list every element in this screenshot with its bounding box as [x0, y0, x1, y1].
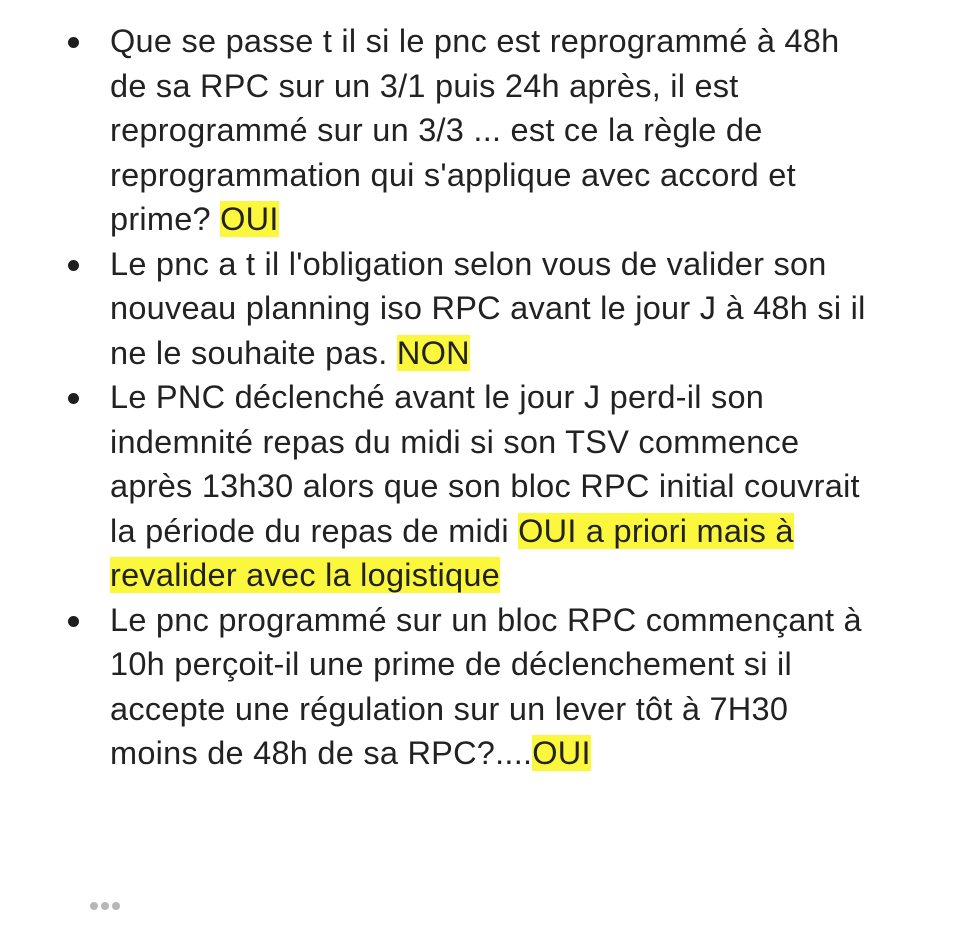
dot [112, 902, 120, 910]
answer-highlight: NON [396, 334, 470, 371]
dot [101, 902, 109, 910]
question-text: Le pnc programmé sur un bloc RPC commençant à 10h perçoit-il une prime de déclenchement si il accepte une régulation sur un lever tôt à 7H30 moins de 48h de sa RPC?.... [110, 601, 862, 771]
question-text: Que se passe t il si le pnc est reprogrammé à 48h de sa RPC sur un 3/1 puis 24h après, il est reprogrammé sur un 3/3 ... est ce la règle de reprogrammation qui s'applique avec accord et prime? [110, 23, 840, 237]
list-item [0, 19, 870, 242]
list-item [0, 375, 870, 598]
answer-highlight: OUI a priori mais à revalider avec la logistique [110, 512, 794, 593]
bullet-icon [68, 260, 79, 271]
answer-highlight: OUI [220, 201, 279, 237]
answer-highlight: OUI [532, 735, 591, 771]
list-item [0, 242, 870, 376]
bullet-list [0, 19, 954, 776]
bullet-icon [68, 37, 79, 48]
bullet-icon [68, 616, 79, 627]
list-item [0, 598, 870, 776]
dot [90, 902, 98, 910]
ellipsis-icon[interactable] [90, 902, 120, 910]
question-text: Le PNC déclenché avant le jour J perd-il son indemnité repas du midi si son TSV commence après 13h30 alors que son bloc RPC initial couvrait la période du repas de midi [110, 379, 860, 549]
question-text: Le pnc a t il l'obligation selon vous de valider son nouveau planning iso RPC avant le jour J à 48h si il ne le souhaite pas. [110, 245, 866, 371]
bullet-icon [68, 393, 79, 404]
